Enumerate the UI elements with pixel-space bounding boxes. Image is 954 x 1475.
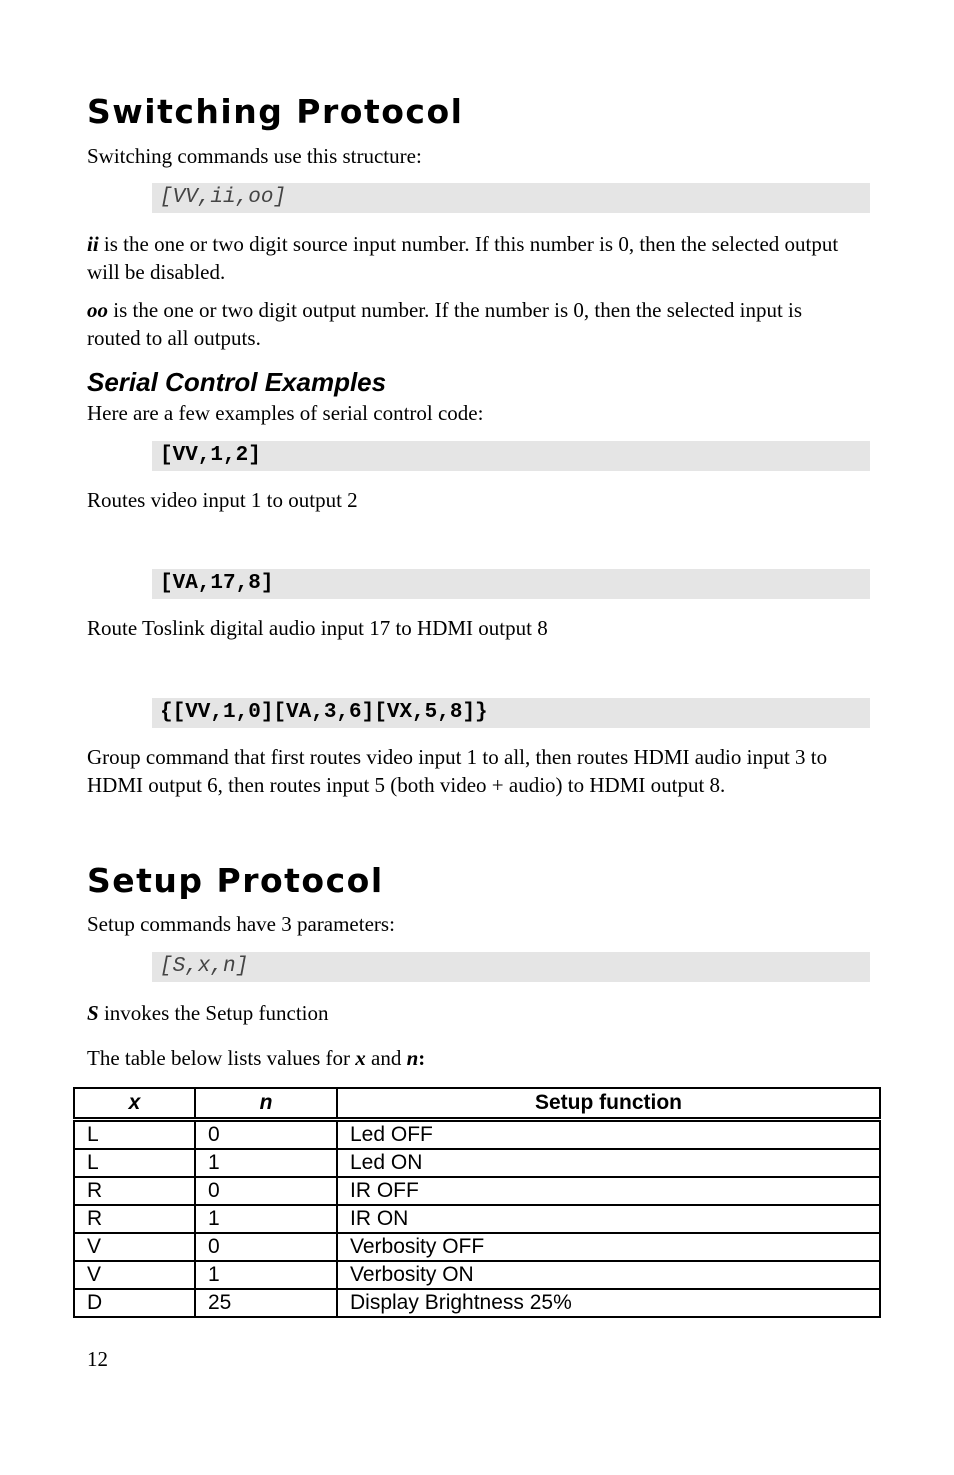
cell-n: 1 [195, 1261, 337, 1289]
cell-n: 1 [195, 1149, 337, 1177]
cell-n: 0 [195, 1120, 337, 1150]
table-row [74, 1289, 880, 1317]
column-header-n: n [195, 1088, 337, 1120]
cell-x: D [74, 1289, 195, 1317]
cell-x: V [74, 1233, 195, 1261]
column-header-x: x [74, 1088, 195, 1120]
serial-intro: Here are a few examples of serial control code: [87, 401, 484, 425]
cell-x: V [74, 1261, 195, 1289]
example-code-1: [VV,1,2] [152, 441, 870, 471]
cell-setup-function: Led OFF [337, 1120, 880, 1150]
s-desc-text: invokes the Setup function [98, 1001, 329, 1025]
page-number: 12 [87, 1347, 108, 1371]
switching-intro: Switching commands use this structure: [87, 144, 422, 168]
table-row [74, 1233, 880, 1261]
cell-x: L [74, 1149, 195, 1177]
table-header-row [74, 1088, 880, 1120]
ii-desc-text: is the one or two digit source input number. If this number is 0, then the selected output will be disabled. [87, 232, 839, 284]
cell-x: R [74, 1177, 195, 1205]
ii-term: ii [87, 232, 99, 256]
example-desc-1: Routes video input 1 to output 2 [87, 488, 358, 512]
table-row [74, 1205, 880, 1233]
cell-setup-function: IR OFF [337, 1177, 880, 1205]
table-intro-n: n [406, 1046, 419, 1070]
cell-n: 1 [195, 1205, 337, 1233]
table-row [74, 1177, 880, 1205]
table-intro-mid: and [365, 1046, 407, 1070]
s-term: S [87, 1001, 99, 1025]
oo-term: oo [87, 298, 108, 322]
example-desc-3: Group command that first routes video input 1 to all, then routes HDMI audio input 3 to HDMI output 6, then routes input 5 (both video + audio) to HDMI output 8. [87, 745, 828, 797]
example-desc-2: Route Toslink digital audio input 17 to HDMI output 8 [87, 616, 548, 640]
cell-n: 25 [195, 1289, 337, 1317]
oo-desc-text: is the one or two digit output number. If the number is 0, then the selected input is routed to all outputs. [87, 298, 803, 350]
s-description [87, 999, 847, 1027]
serial-examples-heading: Serial Control Examples [87, 367, 387, 397]
oo-description [87, 296, 847, 352]
cell-setup-function: Verbosity OFF [337, 1233, 880, 1261]
cell-setup-function: Display Brightness 25% [337, 1289, 880, 1317]
example-code-2: [VA,17,8] [152, 569, 870, 599]
table-intro-x: x [355, 1046, 366, 1070]
cell-setup-function: Verbosity ON [337, 1261, 880, 1289]
setup-values-table [73, 1087, 881, 1318]
cell-n: 0 [195, 1177, 337, 1205]
table-intro-post: : [418, 1046, 426, 1070]
ii-description [87, 230, 847, 286]
cell-setup-function: IR ON [337, 1205, 880, 1233]
table-intro-pre: The table below lists values for [87, 1046, 356, 1070]
cell-x: L [74, 1120, 195, 1150]
setup-structure-code: [S,x,n] [152, 952, 870, 982]
switching-protocol-heading: Switching Protocol [87, 92, 464, 131]
table-row [74, 1120, 880, 1150]
table-row [74, 1149, 880, 1177]
example-code-3: {[VV,1,0][VA,3,6][VX,5,8]} [152, 698, 870, 728]
table-row [74, 1261, 880, 1289]
table-intro [87, 1044, 847, 1072]
switching-structure-code: [VV,ii,oo] [152, 183, 870, 213]
cell-x: R [74, 1205, 195, 1233]
setup-protocol-heading: Setup Protocol [87, 861, 384, 900]
column-header-setup-function: Setup function [337, 1088, 880, 1120]
cell-n: 0 [195, 1233, 337, 1261]
cell-setup-function: Led ON [337, 1149, 880, 1177]
setup-intro: Setup commands have 3 parameters: [87, 912, 395, 936]
